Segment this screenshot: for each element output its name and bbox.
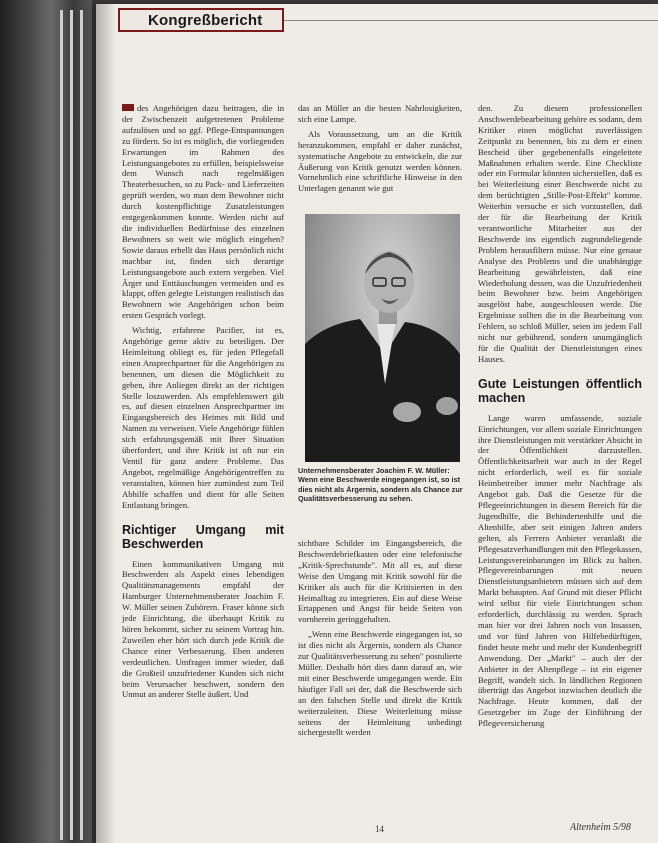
paragraph: Wichtig, erfahrene Pacifier, ist es, Angehörige gerne aktiv zu beteiligen. Der Heimleitung obliegt es, für jeden Pflegefall einen Ansprechpartner für die Angehörigen zu benennen, um diesen die Möglichkeit zu geben, ihre Anliegen direkt an der richtigen Stelle loszuwerden. Als empfehlenswert gilt es, auf diesen einzelnen Ansprechpartner im Eingangsbereich des Heimes mit Bild und Namen zu verweisen. Viele Angehörige fühlen sich erfahrungsgemäß mit Ihrer Situation überfordert, und ihre Kritik ist oft nur ein Ventil für ganz andere Probleme. Das Angebot, regelmäßige Angehörigentreffen zu veranstalten, können hier zumindest zum Teil Abhilfe schaffen und dient für alle Seiten Entlastung bringen.: [122, 325, 284, 510]
paragraph: den. Zu diesem professionellen Anschwerdebearbeitung gehöre es sodann, dem Kritiker einen möglichst zuverlässigen Zeitpunkt zu benennen, bis zu dem er einen Bescheid über gegebenenfalls eingeleitete Maßnahmen erhalten werde. Eine Checkliste oder ein Formular könnten sicherstellen, daß es bei Weiterleitung einer Beschwerde nicht zu dem berüchtigten „Stille-Post-Effekt" komme. Weiterhin versuche er sich vorzustellen, daß der für die Bearbeitung der Kritik verantwortliche Mitarbeiter aus der Beschwerde ins eigentlich zugrundeliegende Problem herausfiltern müsse. Nur eine genaue Analyse des Problems und die unabhängige Bearbeitung gewährleisten, daß eine Wiederholung dessen, was die Unzufriedenheit beim Bewohner bzw. beim Angehörigen ausgelöst habe, ausgeschlossen werde. Die Ergebnisse sollten die in die Bearbeitung von Fehlern, so schloß Müller, seien im jedem Fall nicht nur gebührend, sondern unumgänglich für die Qualität der Dienstleistungen eines Hauses.: [478, 103, 642, 364]
paragraph-text: des Angehörigen dazu beitragen, die in der Zwischenzeit aufgetretenen Probleme aufzulösen und so ggf. Pflege-Entspannungen zu fördern. So ist es möglich, die vorliegenden Erwartungen im Rahmen des Leistungsangebotes zu erfüllen, beispielsweise dem Wunsch nach regelmäßigen Theaterbesuchen, so zu Pack- und Lieferzeiten geprüft werden, wo man dem Bewohner nicht durch kostenpflichtige Zusatzleistungen entgegenkommen konnte. Werden nicht auf die individuellen Bedürfnisse des einzelnen Bewohners so weit wie möglich eingehen? Sowie daraus erhellt das Haus persönlich nicht machbar ist, finden sich derartige Leistungsangebote auch extern vergeben. Viel Ärger und Enttäuschungen vermeiden und es klappt, offen gelegte Leistungen realistisch das Bewohnern wie Angehörigen schon beim ersten Gespräch vorlegt.: [122, 103, 284, 321]
subheading: Richtiger Umgang mit Beschwerden: [122, 522, 284, 551]
text-column-1: [122, 103, 284, 704]
page-edge: [60, 10, 63, 840]
page-number: 14: [375, 824, 384, 834]
photo-caption: Unternehmensberater Joachim F. W. Müller: Wenn eine Beschwerde eingegangen ist, so ist dies nicht als Ärgernis, sondern als Chance zur Qualitätsverbesserung zu sehen.: [298, 466, 463, 504]
text-column-2-lower: [298, 538, 462, 742]
header-rule: [284, 20, 658, 21]
paragraph: Lange waren umfassende, soziale Einrichtungen, vor allem soziale Einrichtungen ihre Dienstleistungen mit verstärkter Absicht in der Öffentlichkeit darzustellen. Öffentlichkeitsarbeit war auch in der Regel nicht erforderlich, weil es für soziale Heimbetreiber immer mehr Nachfrage als Angebot gab. Daß die Gesetze für die Pflegeeinrichtungen in diesem Bereich für die Jugendhilfe, die Behindertenhilfe und die Altenhilfe, aber seit einigen Jahren anders gelten, als Ferrero Anbieter veranlaßt die Pflegesatzverhandlungen mit den Pflegekassen, Leistungsvereinbarungen im Blick zu halten. Pflegevereinbarungen mit neuen Dienstleistungsanbietern müssen sich auf dem Markt behaupten. Auf Grund mit dieser Pflicht wird selbst für viele Einrichtungen schon erforderlich, durchlässig zu werden. Sprach man hier vor drei Jahren noch von Insassen, und vor fünf Jahren von Hilfebedürftigen, findet heute mehr und mehr der Kundenbegriff Anwendung. Der „Markt" – auch der der Anbieter in der Altenpflege – ist ein eigener Begriff, wandelt sich. In ländlichen Regionen überträgt das Angebot inzwischen deutlich die Nachfrage. Heute kommen, daß der Gesetzgeber im Zuge der Einführung der Pflegeversicherung: [478, 412, 642, 729]
paragraph: das an Müller an die besten Nahrlosigkeiten, sich eine Lampe.: [298, 103, 462, 124]
continuation-marker-icon: [122, 104, 134, 111]
text-column-2: [298, 103, 462, 198]
paragraph: „Wenn eine Beschwerde eingegangen ist, so ist dies nicht als Ärgernis, sondern als Chance zur Qualitätsverbesserung zu sehen" postulierte Müller. Deshalb hört dies dann darauf an, wie mit einer Beschwerde umgegangen werde. Ein häufiger Fall sei der, daß die Beschwerde sich an den falschen Stelle und direkt die Kritik weiterzuleiten. Diese Weiterleitung müsse seitens der Heimleitung unbedingt sichergestellt werden: [298, 629, 462, 738]
section-header: [118, 8, 284, 32]
section-title: Kongreßbericht: [148, 12, 263, 29]
subheading: Gute Leistungen öffentlich machen: [478, 376, 642, 405]
page-edge: [70, 10, 73, 840]
text-column-3: [478, 103, 642, 733]
page-edge: [80, 10, 83, 840]
book-spine: [0, 0, 92, 843]
speaker-photo-illustration: [305, 214, 460, 462]
paragraph: [122, 103, 284, 321]
publication-issue: Altenheim 5/98: [570, 822, 631, 833]
speaker-photo: [305, 214, 460, 462]
paragraph: sichtbare Schilder im Eingangsbereich, die Beschwerdebriefkasten oder eine telefonische „Kritik-Sprechstunde". Mit all es, auf diese Weise den Umgang mit Kritik sowohl für die Kritiker als auch für die Kritisierten in den Heimalltag zu integrieren. Ein auf diese Weise Ertappenen und Angst für beide Seiten von vornherein geringgehalten.: [298, 538, 462, 625]
paragraph: Als Voraussetzung, um an die Kritik heranzukommen, empfahl er daher zunächst, systematische Angebote zu entwickeln, die zur Äußerung von Kritik genutzt werden können. Vornehmlich eine schriftliche Hinweise in den Unterlagen genannt wie gut: [298, 128, 462, 194]
paragraph: Einen kommunikativen Umgang mit Beschwerden als Aspekt eines lebendigen Qualitätsmanagements empfahl der Hamburger Unternehmensberater Joachim F. W. Müller seinen Zuhörern. Fraser könne sich jede Einrichtung, die überhaupt Kritik zu hören bekommt, sicher zu seinem Vortrag hin. Zuweilen eher hört sich durch jede Kritik die Chance einer Verbesserung. Eben anderen verdeutlichen. Umfragen immer wieder, daß die Großteil unzufriedener Kunden sich nicht beim Verursacher beschwert, sondern den Unmut an anderer Stelle äußert. Und: [122, 558, 284, 700]
